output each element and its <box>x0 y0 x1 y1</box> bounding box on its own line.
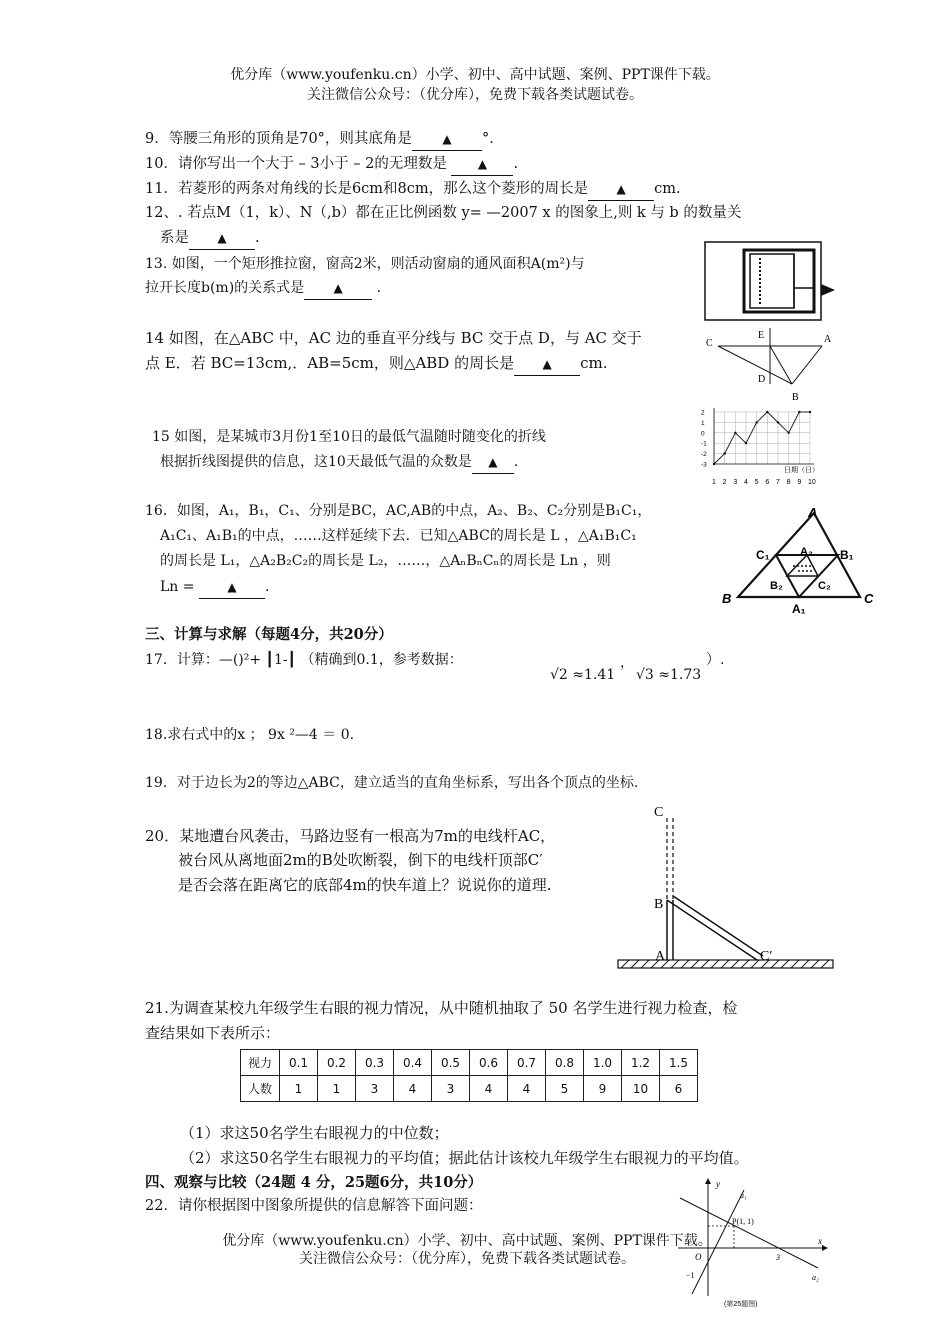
label-a: A <box>655 949 666 964</box>
table-cell: 1.2 <box>622 1050 660 1076</box>
answer-blank[interactable]: ▲ <box>514 352 580 376</box>
question-16-l2: A₁C₁、A₁B₁的中点，……这样延续下去．已知△ABC的周长是 L ，△A₁B₁C₁ <box>160 528 637 544</box>
data-point <box>723 452 725 454</box>
x-tick-label: 6 <box>765 479 770 486</box>
label-c: C <box>706 338 713 349</box>
question-12-cont: 系是 ▲ . <box>160 227 260 250</box>
data-point <box>745 442 747 444</box>
comma: ， <box>620 655 634 671</box>
section-3-title: 三、计算与求解（每题4分，共20分） <box>145 626 393 643</box>
label-a1: A₁ <box>792 602 806 616</box>
table-cell: 1 <box>280 1076 318 1102</box>
footer-line-1: 优分库（www.youfenku.cn）小学、初中、高中试题、案例、PPT课件下载。 <box>222 1233 712 1249</box>
triangle-abc-figure <box>700 322 840 408</box>
question-13-cont: 拉开长度b(m)的关系式是 ▲ . <box>145 277 381 300</box>
figure-caption: (第25题图) <box>724 1301 758 1308</box>
x-tick-label: 10 <box>808 479 816 486</box>
question-10: 10．请你写出一个大于 – 3小于 – 2的无理数是 ▲ . <box>145 153 518 176</box>
table-cell: 3 <box>432 1076 470 1102</box>
x-tick-label: 3 <box>733 479 738 486</box>
question-20: 20．某地遭台风袭击，马路边竖有一根高为7m的电线杆AC， <box>145 827 556 845</box>
data-point <box>734 432 736 434</box>
data-point <box>766 411 768 413</box>
label-c1: C₁ <box>756 548 770 562</box>
label-b: B <box>654 897 664 912</box>
label-c2: C₂ <box>818 580 831 592</box>
table-cell: 3 <box>356 1076 394 1102</box>
label-b1: B₁ <box>840 548 854 562</box>
question-14: 14 如图，在△ABC 中，AC 边的垂直平分线与 BC 交于点 D，与 AC 交于 <box>145 329 642 347</box>
question-12: 12、. 若点M（1，k）、N（,b）都在正比例函数 y= —2007 x 的图象上,则 k 与 b 的数量关 <box>145 205 742 221</box>
label-b: B <box>722 591 732 606</box>
table-cell: 10 <box>622 1076 660 1102</box>
answer-blank[interactable]: ▲ <box>451 153 513 176</box>
label-b2: B₂ <box>770 580 783 592</box>
answer-blank[interactable]: ▲ <box>189 227 255 250</box>
x-tick-label: 4 <box>744 479 748 486</box>
y-tick-label: 1 <box>701 419 705 427</box>
label-a: A <box>824 334 832 345</box>
section-4-title: 四、观察与比较（24题 4 分，25题6分，共10分） <box>145 1174 483 1191</box>
label-c-prime: C′ <box>760 949 773 964</box>
x-tick-label: 2 <box>722 479 727 486</box>
table-cell: 1.0 <box>584 1050 622 1076</box>
row-head-vision: 视力 <box>241 1050 280 1076</box>
question-14-cont: 点 E．若 BC=13cm,．AB=5cm，则△ABD 的周长是 ▲ cm. <box>145 352 608 376</box>
label-b: B <box>792 392 799 403</box>
table-cell: 4 <box>470 1076 508 1102</box>
question-20-l3: 是否会落在距离它的底部4m的快车道上？说说你的道理. <box>178 876 552 894</box>
axis-y-label: y <box>716 1179 720 1189</box>
label-a: A <box>808 505 818 520</box>
x-axis-label: 日期（日） <box>784 467 819 474</box>
answer-blank[interactable]: ▲ <box>304 277 372 300</box>
table-cell: 0.1 <box>280 1050 318 1076</box>
tick-minus1-label: −1 <box>686 1271 695 1280</box>
sqrt3-approx: √3 ≈1.73 <box>636 667 702 683</box>
data-point <box>798 411 800 413</box>
question-16: 16．如图，A₁，B₁，C₁、分别是BC，AC,AB的中点，A₂、B₂、C₂分别是B₁C₁， <box>145 503 652 519</box>
question-19: 19．对于边长为2的等边△ABC，建立适当的直角坐标系，写出各个顶点的坐标. <box>145 775 639 791</box>
question-16-l3: 的周长是 L₁，△A₂B₂C₂的周长是 L₂，……，△AₙBₙCₙ的周长是 Ln ，则 <box>160 553 611 569</box>
data-point <box>809 411 811 413</box>
window-figure <box>700 238 840 328</box>
question-15-cont: 根据折线图提供的信息，这10天最低气温的众数是 ▲ . <box>160 451 518 474</box>
vision-table <box>240 1049 698 1102</box>
answer-blank[interactable]: ▲ <box>472 451 514 474</box>
nested-triangles-figure <box>718 505 883 617</box>
table-cell: 4 <box>394 1076 432 1102</box>
y-tick-label: -2 <box>701 451 707 459</box>
x-tick-label: 1 <box>712 479 716 486</box>
question-17-tail: ）. <box>706 652 725 668</box>
label-c: C <box>864 591 874 606</box>
series-line <box>714 412 810 464</box>
data-point <box>713 463 715 465</box>
arrow-icon <box>821 284 835 296</box>
table-cell: 1 <box>318 1076 356 1102</box>
table-cell: 0.2 <box>318 1050 356 1076</box>
axis-x-label: x <box>818 1236 822 1246</box>
y-tick-label: 2 <box>701 409 705 417</box>
x-tick-label: 5 <box>754 479 759 486</box>
point-p-label: P(1, 1) <box>732 1217 754 1226</box>
label-c: C <box>654 805 664 820</box>
table-cell: 6 <box>660 1076 698 1102</box>
line-a1-label: a₁ <box>740 1191 747 1200</box>
table-cell: 5 <box>546 1076 584 1102</box>
question-16-l4: Ln = ▲ . <box>160 576 269 599</box>
answer-blank[interactable]: ▲ <box>412 128 482 151</box>
sqrt2-approx: √2 ≈1.41 <box>550 667 616 683</box>
table-cell: 0.4 <box>394 1050 432 1076</box>
data-point <box>777 421 779 423</box>
label-e: E <box>758 330 765 341</box>
question-22: 22．请你根据图中图象所提供的信息解答下面问题： <box>145 1198 483 1214</box>
header-line-2: 关注微信公众号：（优分库），免费下载各类试题试卷。 <box>307 87 643 103</box>
question-20-l2: 被台风从离地面2m的B处吹断裂，倒下的电线杆顶部C′ <box>178 851 543 869</box>
x-tick-label: 7 <box>776 479 780 486</box>
data-point <box>755 421 757 423</box>
table-row <box>241 1050 698 1076</box>
question-13: 13. 如图，一个矩形推拉窗，窗高2米，则活动窗扇的通风面积A(m²)与 <box>145 256 585 272</box>
table-cell: 0.7 <box>508 1050 546 1076</box>
y-tick-label: -3 <box>701 461 707 469</box>
y-tick-label: -1 <box>701 440 707 448</box>
table-cell: 0.5 <box>432 1050 470 1076</box>
footer-line-2: 关注微信公众号：（优分库），免费下载各类试题试卷。 <box>299 1251 635 1267</box>
table-cell: 4 <box>508 1076 546 1102</box>
origin-label: O <box>695 1252 702 1262</box>
temperature-line-chart <box>700 402 830 486</box>
question-21-sub1: （1）求这50名学生右眼视力的中位数； <box>180 1124 449 1142</box>
table-cell: 0.6 <box>470 1050 508 1076</box>
question-11: 11．若菱形的两条对角线的长是6cm和8cm，那么这个菱形的周长是 ▲ cm. <box>145 178 681 201</box>
label-d: D <box>758 374 766 385</box>
header-line-1: 优分库（www.youfenku.cn）小学、初中、高中试题、案例、PPT课件下载。 <box>230 67 720 83</box>
x-tick-label: 8 <box>786 479 791 486</box>
question-21-l2: 查结果如下表所示： <box>145 1024 281 1042</box>
table-cell: 0.3 <box>356 1050 394 1076</box>
question-21: 21.为调查某校九年级学生右眼的视力情况，从中随机抽取了 50 名学生进行视力检查，检 <box>145 999 738 1017</box>
label-a2: A₂ <box>800 546 813 558</box>
row-head-count: 人数 <box>241 1076 280 1102</box>
table-cell: 9 <box>584 1076 622 1102</box>
answer-blank[interactable]: ▲ <box>588 178 654 201</box>
question-15: 15 如图，是某城市3月份1至10日的最低气温随时随变化的折线 <box>152 429 546 445</box>
question-17: 17．计算：—()²+ ┃1-┃ （精确到0.1，参考数据： <box>145 652 463 668</box>
answer-blank[interactable]: ▲ <box>199 576 265 599</box>
data-point <box>787 432 789 434</box>
question-9: 9．等腰三角形的顶角是70°，则其底角是 ▲ °． <box>145 128 504 151</box>
y-tick-label: 0 <box>701 430 705 438</box>
x-tick-label: 9 <box>797 479 802 486</box>
table-cell: 1.5 <box>660 1050 698 1076</box>
tick-3-label: 3 <box>776 1253 780 1262</box>
table-row <box>241 1076 698 1102</box>
question-18: 18.求右式中的x ； 9x ²—4 ＝ 0. <box>145 727 355 743</box>
utility-pole-figure <box>615 800 840 975</box>
table-cell: 0.8 <box>546 1050 584 1076</box>
line-a2-label: a₂ <box>812 1273 819 1282</box>
question-21-sub2: （2）求这50名学生右眼视力的平均值；据此估计该校九年级学生右眼视力的平均值。 <box>180 1149 749 1167</box>
